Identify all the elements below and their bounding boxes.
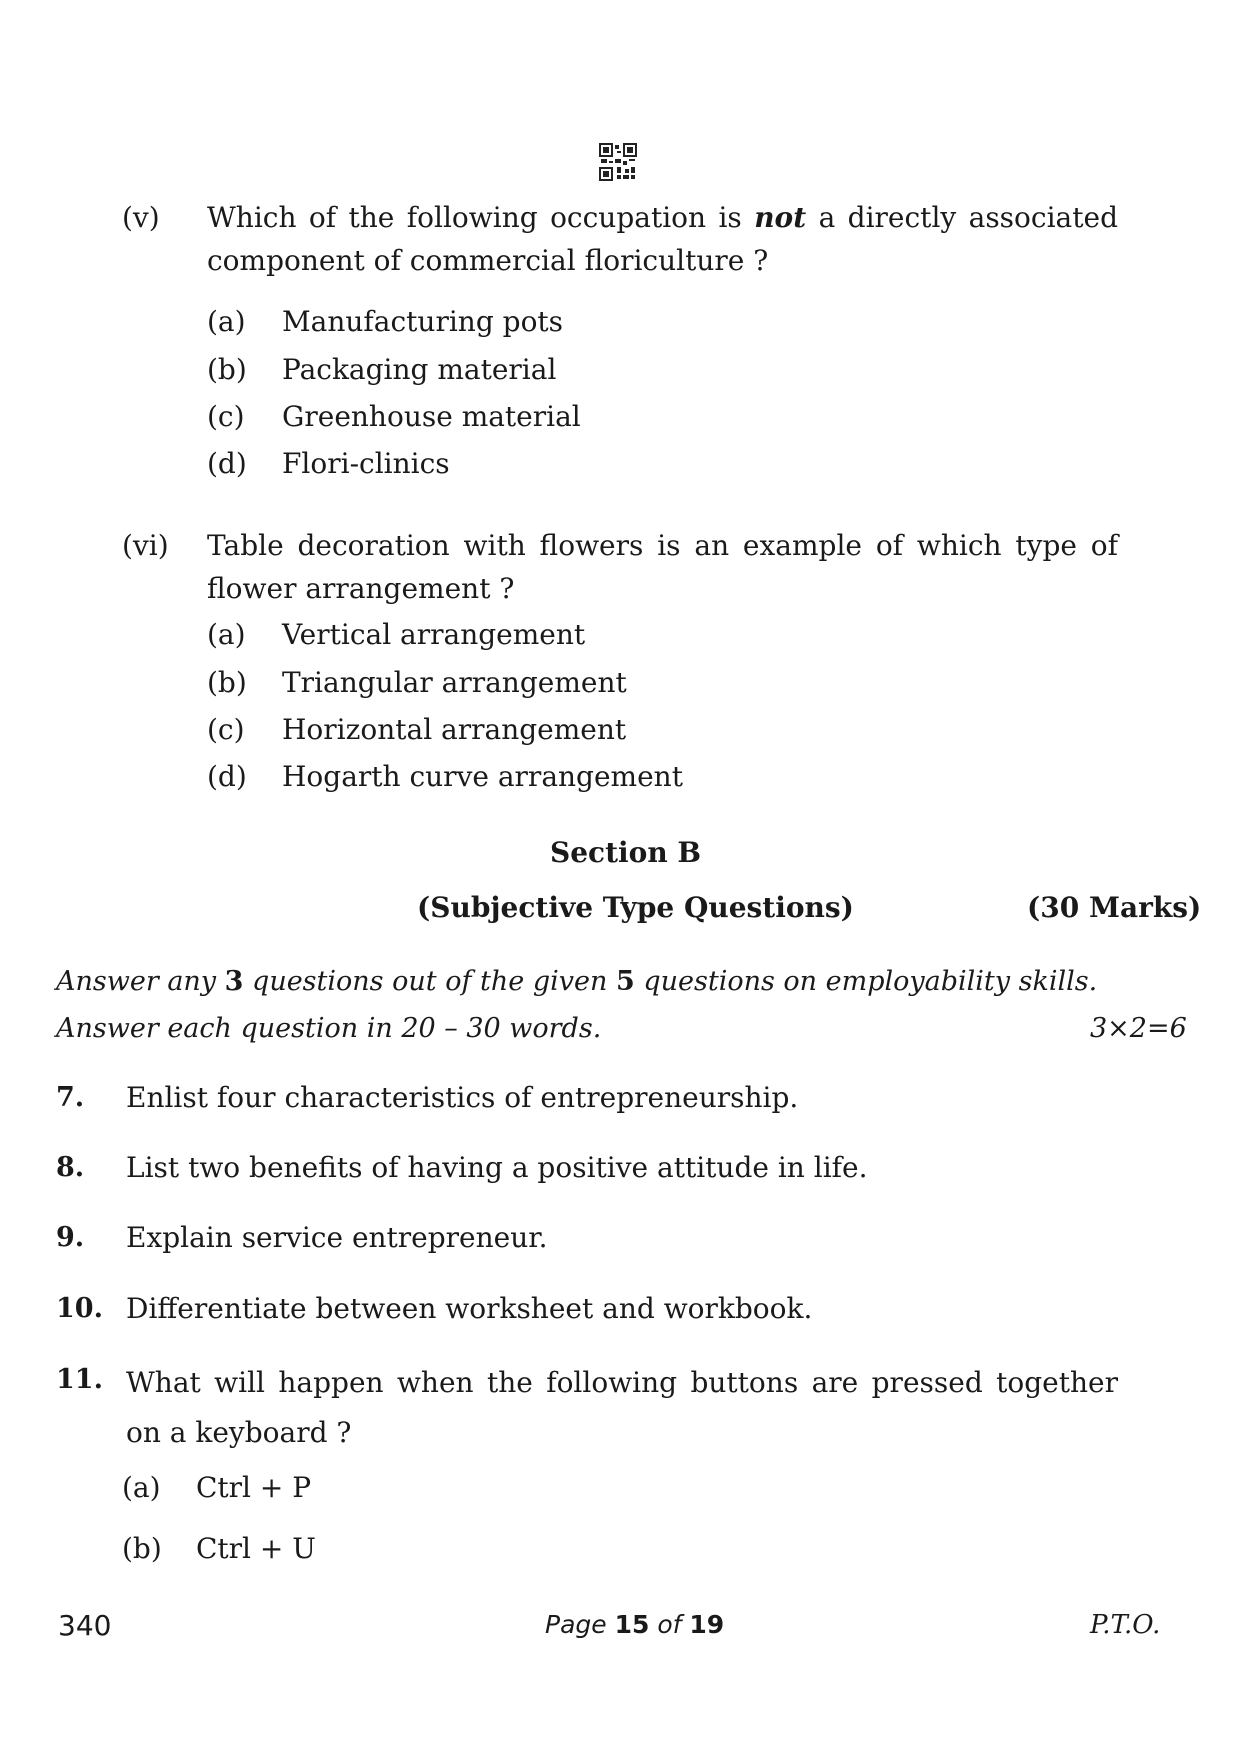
section-marks: (30 Marks) [1027,891,1202,924]
instructions-number: 5 [615,966,635,997]
question-number: 9. [56,1222,85,1253]
question-text: Table decoration with flowers is an example of which type of flower arrangement ? [207,529,1118,605]
question-number: 10. [56,1293,103,1324]
section-subtitle: (Subjective Type Questions) [417,891,854,924]
option-label: (c) [207,400,245,433]
option-label: (d) [207,760,247,793]
option-text: Greenhouse material [282,400,581,433]
instructions-number: 3 [224,966,244,997]
page-total: 19 [689,1610,725,1639]
question-number: 11. [56,1364,103,1395]
option-text: Triangular arrangement [282,666,627,699]
option-text: Manufacturing pots [282,305,564,338]
question-text-part: a directly associated component of commercial floriculture ? [207,201,1118,277]
page-current: 15 [614,1610,650,1639]
option-text: Horizontal arrangement [282,713,627,746]
instructions-text: questions on employability skills. [634,966,1098,997]
option-label: (a) [122,1471,161,1504]
question-emphasis: not [754,201,807,234]
instructions-line: Answer each question in 20 – 30 words. [56,1013,602,1044]
question-number: 8. [56,1152,85,1183]
instructions-text: questions out of the given [243,966,616,997]
question-text: Explain service entrepreneur. [126,1221,548,1254]
option-label: (b) [207,666,247,699]
option-label: (c) [207,713,245,746]
question-text: Enlist four characteristics of entrepreneurship. [126,1081,799,1114]
option-text: Hogarth curve arrangement [282,760,683,793]
option-label: (a) [207,618,246,651]
option-text: Packaging material [282,353,557,386]
instructions-line [56,966,1114,997]
option-label: (d) [207,447,247,480]
qr-code [599,143,637,181]
question-text [207,196,1118,282]
option-label: (a) [207,305,246,338]
question-text: List two benefits of having a positive attitude in life. [126,1151,868,1184]
option-label: (b) [122,1532,162,1565]
instructions-text: Answer any [56,966,225,997]
option-label: (b) [207,353,247,386]
option-text: Flori-clinics [282,447,450,480]
page-word: Page [545,1610,615,1639]
option-text: Ctrl + U [196,1532,316,1565]
question-number: (v) [122,201,160,234]
question-number: (vi) [122,529,169,562]
paper-code: 340 [58,1609,112,1642]
question-text-part: Which of the following occupation is [207,201,755,234]
pto-label: P.T.O. [1090,1610,1161,1640]
question-text: What will happen when the following buttons are pressed together on a keyboard ? [126,1366,1118,1449]
page-of: of [649,1610,690,1639]
section-title: Section B [550,836,702,869]
option-text: Vertical arrangement [282,618,586,651]
instructions-marks: 3×2=6 [1090,1013,1187,1044]
question-number: 7. [56,1082,85,1113]
page-number [545,1610,724,1639]
option-text: Ctrl + P [196,1471,312,1504]
question-text: Differentiate between worksheet and workbook. [126,1292,813,1325]
